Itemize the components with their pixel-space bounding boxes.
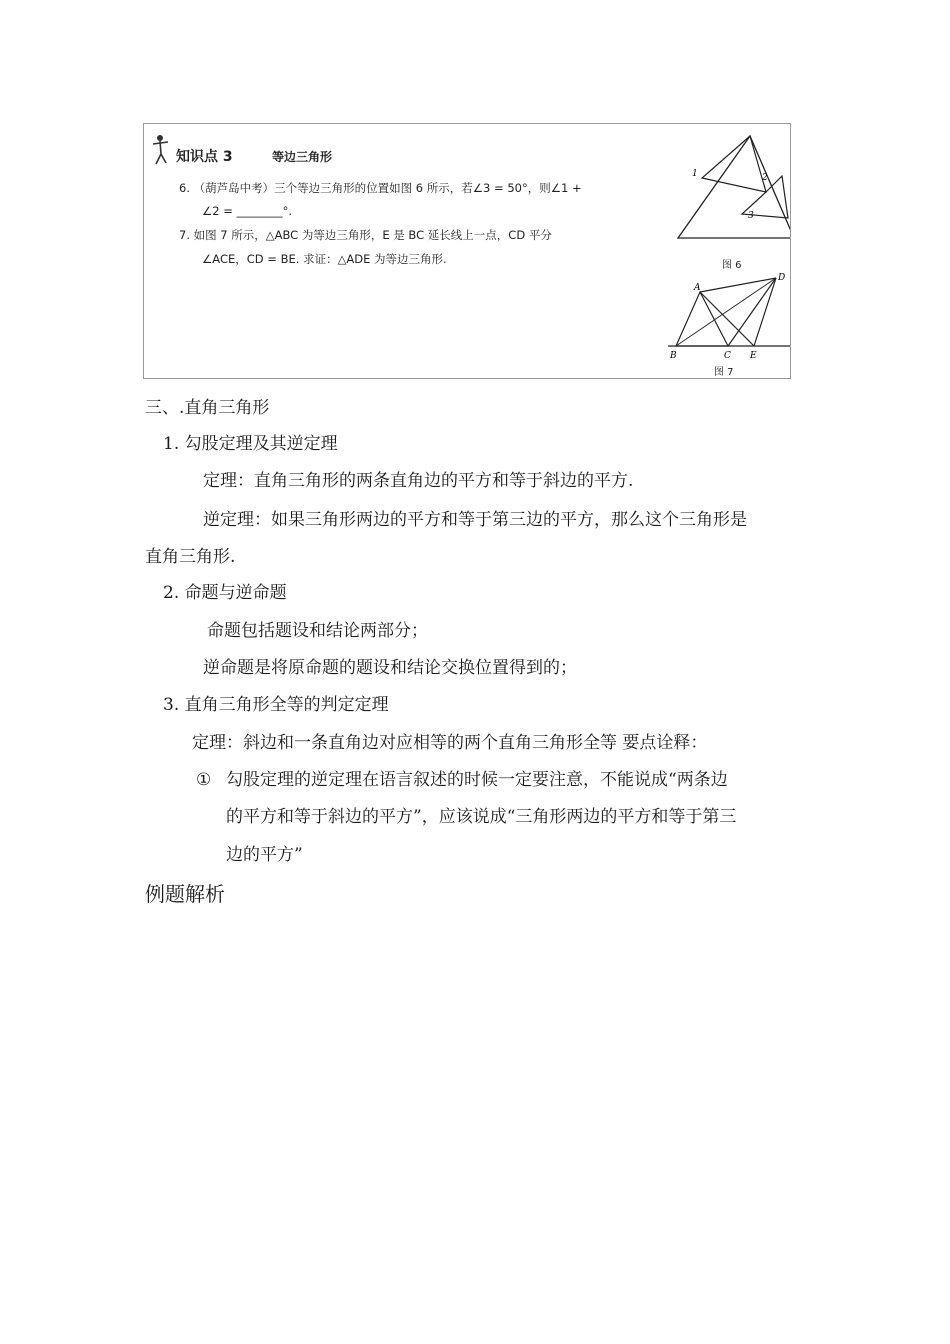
fig7-label-d: D bbox=[778, 273, 786, 283]
fig7-label-a: A bbox=[694, 283, 701, 293]
note-marker: ① bbox=[196, 770, 212, 790]
knowledge-point-tag: 知识点 3 bbox=[176, 149, 233, 165]
item-1-converse-line-1: 逆定理：如果三角形两边的平方和等于第三边的平方，那么这个三角形是 bbox=[203, 510, 747, 530]
fig7-triangle-abc bbox=[676, 292, 728, 346]
fig6-label-2: 2 bbox=[762, 173, 768, 183]
runner-figure-icon bbox=[150, 132, 174, 166]
knowledge-point-title: 等边三角形 bbox=[272, 150, 333, 164]
note-line-3: 边的平方” bbox=[226, 845, 303, 865]
fig6-label-1: 1 bbox=[692, 169, 698, 179]
item-1-theorem: 定理：直角三角形的两条直角边的平方和等于斜边的平方. bbox=[203, 471, 634, 491]
section-heading: 三、.直角三角形 bbox=[145, 398, 270, 418]
fig7-label-c: C bbox=[724, 351, 731, 361]
figure-6-caption: 图 6 bbox=[722, 260, 742, 271]
fig6-label-3: 3 bbox=[748, 211, 754, 221]
fig7-segment-ae bbox=[700, 292, 754, 346]
fig7-segment-de bbox=[754, 278, 776, 346]
figure-6 bbox=[674, 132, 791, 242]
fig6-large-triangle bbox=[678, 136, 791, 238]
fig7-label-e: E bbox=[750, 351, 757, 361]
item-3-theorem: 定理：斜边和一条直角边对应相等的两个直角三角形全等 要点诠释： bbox=[192, 733, 708, 753]
question-7-line-2: ∠ACE，CD = BE. 求证：△ADE 为等边三角形. bbox=[202, 252, 447, 266]
item-2-title: 2. 命题与逆命题 bbox=[163, 583, 287, 603]
item-1-converse-line-2: 直角三角形. bbox=[145, 547, 236, 567]
fig7-segment-ad bbox=[700, 278, 776, 292]
fig6-upper-triangle bbox=[702, 136, 766, 192]
item-2-line-2: 逆命题是将原命题的题设和结论交换位置得到的； bbox=[203, 658, 577, 678]
item-3-title: 3. 直角三角形全等的判定定理 bbox=[163, 695, 389, 715]
fig7-label-b: B bbox=[670, 351, 677, 361]
figure-7 bbox=[664, 272, 791, 362]
item-2-line-1: 命题包括题设和结论两部分； bbox=[207, 621, 428, 641]
note-line-1: 勾股定理的逆定理在语言叙述的时候一定要注意，不能说成“两条边 bbox=[226, 770, 728, 790]
figure-7-caption: 图 7 bbox=[714, 367, 734, 378]
examples-heading: 例题解析 bbox=[145, 882, 225, 906]
question-6-line-1: 6. （葫芦岛中考）三个等边三角形的位置如图 6 所示，若∠3 = 50°，则∠1 + bbox=[179, 181, 582, 195]
question-6-line-2: ∠2 = ________°. bbox=[202, 204, 292, 218]
note-line-2: 的平方和等于斜边的平方”，应该说成“三角形两边的平方和等于第三 bbox=[226, 807, 737, 827]
fig7-segment-cd bbox=[728, 278, 776, 346]
scanned-excerpt bbox=[143, 123, 791, 379]
item-1-title: 1. 勾股定理及其逆定理 bbox=[163, 434, 338, 454]
question-7-line-1: 7. 如图 7 所示，△ABC 为等边三角形，E 是 BC 延长线上一点，CD 平分 bbox=[179, 228, 552, 242]
